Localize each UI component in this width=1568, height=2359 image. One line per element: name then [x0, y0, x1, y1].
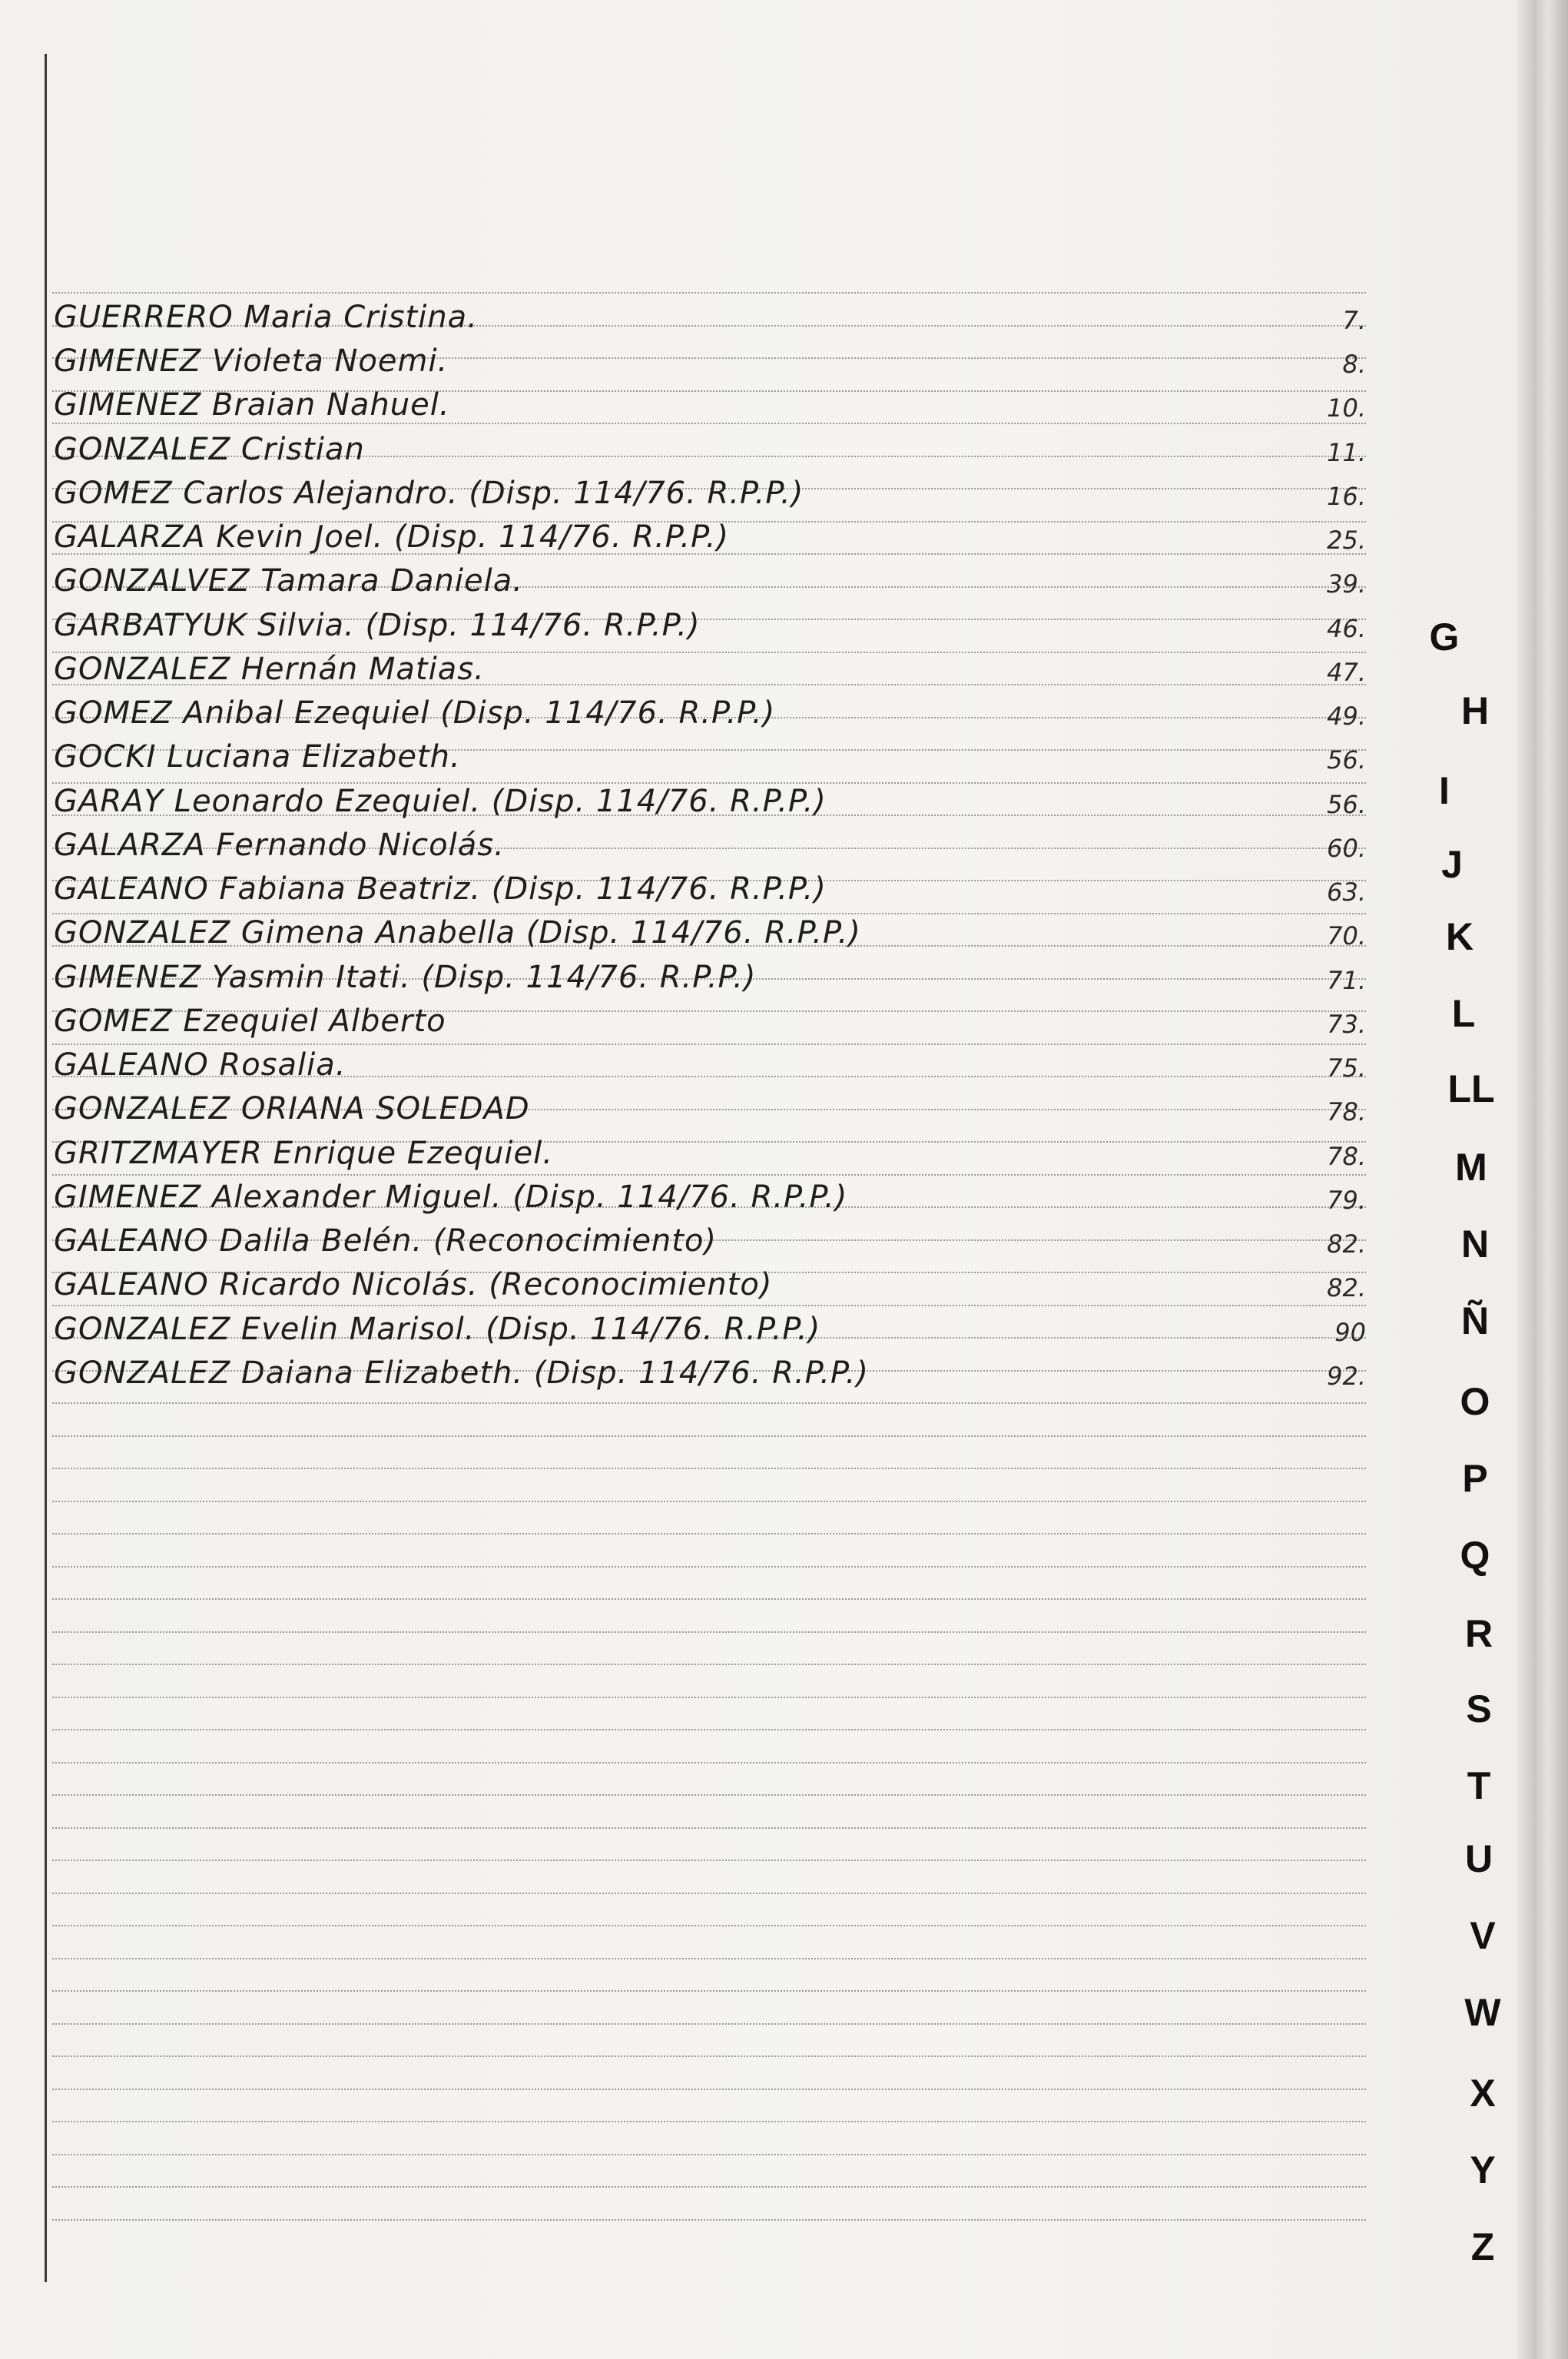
- entry-name: GOMEZ Carlos Alejandro. (Disp. 114/76. R.P.P.): [54, 475, 804, 511]
- entry-page-number: 25.: [1327, 526, 1366, 556]
- entry-name: GALEANO Fabiana Beatriz. (Disp. 114/76. R.P.P.): [54, 871, 827, 907]
- index-tab-i[interactable]: I: [1439, 769, 1450, 812]
- entry-name: GONZALEZ Gimena Anabella (Disp. 114/76. R.P.P.): [54, 915, 861, 951]
- entry-name: GALEANO Dalila Belén. (Reconocimiento): [54, 1223, 718, 1259]
- index-tab-k[interactable]: K: [1445, 915, 1474, 958]
- entry-name: GALARZA Kevin Joel. (Disp. 114/76. R.P.P.): [54, 519, 730, 556]
- list-item: [54, 1355, 1366, 1394]
- entry-name: GIMENEZ Yasmin Itati. (Disp. 114/76. R.P.P.): [54, 959, 757, 995]
- entry-name: GALARZA Fernando Nicolás.: [54, 827, 505, 863]
- index-tab-ñ[interactable]: Ñ: [1460, 1299, 1490, 1342]
- entry-page-number: 8.: [1342, 350, 1366, 380]
- entry-name: GONZALEZ ORIANA SOLEDAD: [54, 1091, 530, 1127]
- index-tab-m[interactable]: M: [1455, 1146, 1487, 1189]
- entry-name: GOMEZ Anibal Ezequiel (Disp. 114/76. R.P.P.): [54, 695, 776, 732]
- entry-page-number: 11.: [1327, 437, 1366, 467]
- entry-name: GIMENEZ Violeta Noemi.: [54, 343, 449, 380]
- entry-page-number: 39.: [1327, 569, 1366, 599]
- entry-page-number: 47.: [1327, 657, 1366, 687]
- entry-name: GOCKI Luciana Elizabeth.: [54, 739, 461, 775]
- entry-name: GARAY Leonardo Ezequiel. (Disp. 114/76. R.P.P.): [54, 783, 827, 819]
- list-item: [54, 387, 1366, 426]
- list-item: [54, 519, 1366, 558]
- list-item: [54, 1003, 1366, 1042]
- entry-name: GRITZMAYER Enrique Ezequiel.: [54, 1135, 553, 1171]
- index-tab-v[interactable]: V: [1470, 1914, 1496, 1957]
- index-tab-p[interactable]: P: [1462, 1457, 1488, 1500]
- list-item: [54, 563, 1366, 602]
- entry-page-number: 82.: [1327, 1229, 1366, 1259]
- entry-page-number: 56.: [1327, 789, 1366, 819]
- alphabet-index-tabs: [1383, 615, 1513, 2305]
- list-item: [54, 1135, 1366, 1174]
- entry-name: GONZALEZ Hernán Matias.: [54, 651, 485, 687]
- entry-page-number: 73.: [1327, 1009, 1366, 1039]
- index-tab-z[interactable]: Z: [1470, 2225, 1495, 2268]
- index-tab-ll[interactable]: LL: [1447, 1067, 1495, 1110]
- entry-page-number: 7.: [1342, 306, 1366, 335]
- entry-page-number: 90: [1334, 1317, 1366, 1347]
- list-item: [54, 1047, 1366, 1086]
- index-tab-h[interactable]: H: [1460, 689, 1490, 732]
- list-item: [54, 1223, 1366, 1262]
- entry-name: GIMENEZ Alexander Miguel. (Disp. 114/76. R.P.P.): [54, 1179, 848, 1215]
- entry-name: GIMENEZ Braian Nahuel.: [54, 387, 450, 423]
- list-item: [54, 959, 1366, 998]
- entry-page-number: 79.: [1327, 1185, 1366, 1215]
- entry-page-number: 10.: [1327, 393, 1366, 423]
- index-tab-n[interactable]: N: [1460, 1223, 1490, 1266]
- entry-name: GUERRERO Maria Cristina.: [54, 300, 478, 335]
- list-item: [54, 651, 1366, 690]
- entry-page-number: 63.: [1327, 878, 1366, 907]
- entry-page-number: 75.: [1327, 1053, 1366, 1083]
- index-tab-t[interactable]: T: [1467, 1764, 1491, 1807]
- list-item: [54, 915, 1366, 954]
- entry-page-number: 56.: [1327, 745, 1366, 775]
- entry-page-number: 16.: [1327, 481, 1366, 511]
- index-tab-j[interactable]: J: [1441, 843, 1463, 886]
- index-tab-u[interactable]: U: [1464, 1837, 1493, 1880]
- entry-page-number: 70.: [1327, 921, 1366, 951]
- entry-name: GALEANO Ricardo Nicolás. (Reconocimiento): [54, 1267, 773, 1303]
- index-tab-r[interactable]: R: [1464, 1612, 1493, 1655]
- entry-page-number: 82.: [1327, 1273, 1366, 1303]
- index-tab-s[interactable]: S: [1466, 1687, 1492, 1730]
- list-item: [54, 1267, 1366, 1306]
- list-item: [54, 431, 1366, 470]
- list-item: [54, 300, 1366, 338]
- list-item: [54, 695, 1366, 734]
- list-item: [54, 1091, 1366, 1130]
- entry-page-number: 46.: [1327, 613, 1366, 643]
- list-item: [54, 475, 1366, 514]
- index-tab-g[interactable]: G: [1429, 615, 1460, 659]
- list-item: [54, 827, 1366, 866]
- entry-name: GONZALEZ Evelin Marisol. (Disp. 114/76. R.P.P.): [54, 1311, 821, 1347]
- list-item: [54, 1311, 1366, 1350]
- list-item: [54, 783, 1366, 822]
- index-tab-o[interactable]: O: [1460, 1380, 1490, 1423]
- list-item: [54, 739, 1366, 778]
- list-item: [54, 343, 1366, 382]
- entry-name: GONZALVEZ Tamara Daniela.: [54, 563, 523, 599]
- entry-name: GARBATYUK Silvia. (Disp. 114/76. R.P.P.): [54, 607, 701, 643]
- entry-name: GOMEZ Ezequiel Alberto: [54, 1003, 446, 1039]
- index-tab-l[interactable]: L: [1451, 992, 1476, 1035]
- entry-page-number: 60.: [1327, 833, 1366, 863]
- entry-page-number: 92.: [1327, 1361, 1366, 1391]
- entry-name: GONZALEZ Cristian: [54, 431, 365, 467]
- list-item: [54, 871, 1366, 910]
- entry-page-number: 71.: [1327, 965, 1366, 995]
- list-item: [54, 1179, 1366, 1218]
- entry-page-number: 78.: [1327, 1141, 1366, 1171]
- entry-page-number: 78.: [1327, 1097, 1366, 1127]
- index-tab-w[interactable]: W: [1464, 1991, 1501, 2034]
- entry-name: GONZALEZ Daiana Elizabeth. (Disp. 114/76. R.P.P.): [54, 1355, 869, 1391]
- index-tab-q[interactable]: Q: [1460, 1534, 1490, 1577]
- list-item: [54, 607, 1366, 646]
- index-tab-y[interactable]: Y: [1470, 2148, 1496, 2191]
- index-tab-x[interactable]: X: [1470, 2072, 1496, 2115]
- entry-name: GALEANO Rosalia.: [54, 1047, 346, 1083]
- entry-page-number: 49.: [1327, 702, 1366, 732]
